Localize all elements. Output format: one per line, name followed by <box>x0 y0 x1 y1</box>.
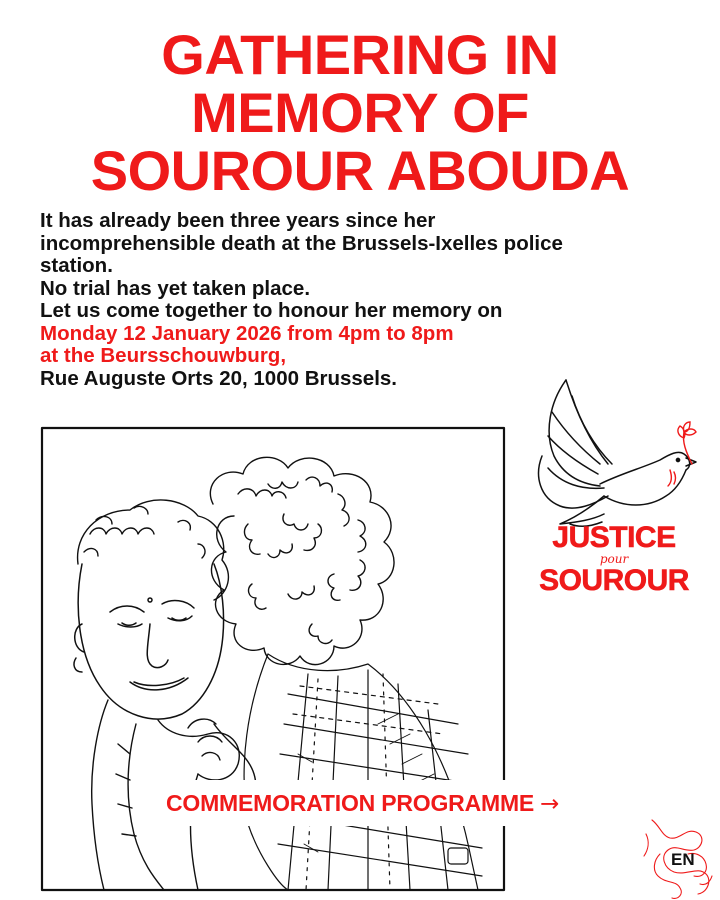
arrow-right-icon: → <box>540 791 560 817</box>
event-date: Monday 12 January 2026 from 4pm to 8pm <box>40 321 454 345</box>
logo-pour: pour <box>599 552 629 566</box>
intro-line-3: station. <box>40 254 113 277</box>
intro-line-1: It has already been three years since her <box>40 209 436 232</box>
programme-link-label: COMMEMORATION PROGRAMME <box>166 790 535 816</box>
justice-pour-sourour-logo <box>526 523 702 596</box>
logo-sourour: SOUROUR <box>539 564 689 597</box>
title-line-3: SOUROUR ABOUDA <box>90 139 630 202</box>
language-switch[interactable]: EN <box>671 850 695 869</box>
event-address: Rue Auguste Orts 20, 1000 Brussels. <box>40 366 397 390</box>
intro-line-5: Let us come together to honour her memory on <box>40 299 503 322</box>
commemoration-programme-link[interactable] <box>166 788 559 819</box>
title-line-1: GATHERING IN <box>161 23 559 86</box>
intro-line-4: No trial has yet taken place. <box>40 276 311 300</box>
event-venue: at the Beursschouwburg, <box>40 344 287 367</box>
intro-line-2: incomprehensible death at the Brussels-Ixelles police <box>40 231 563 255</box>
logo-justice: JUSTICE <box>552 521 676 554</box>
title-line-2: MEMORY OF <box>191 81 529 144</box>
page-title <box>0 23 720 202</box>
event-description <box>40 210 710 390</box>
